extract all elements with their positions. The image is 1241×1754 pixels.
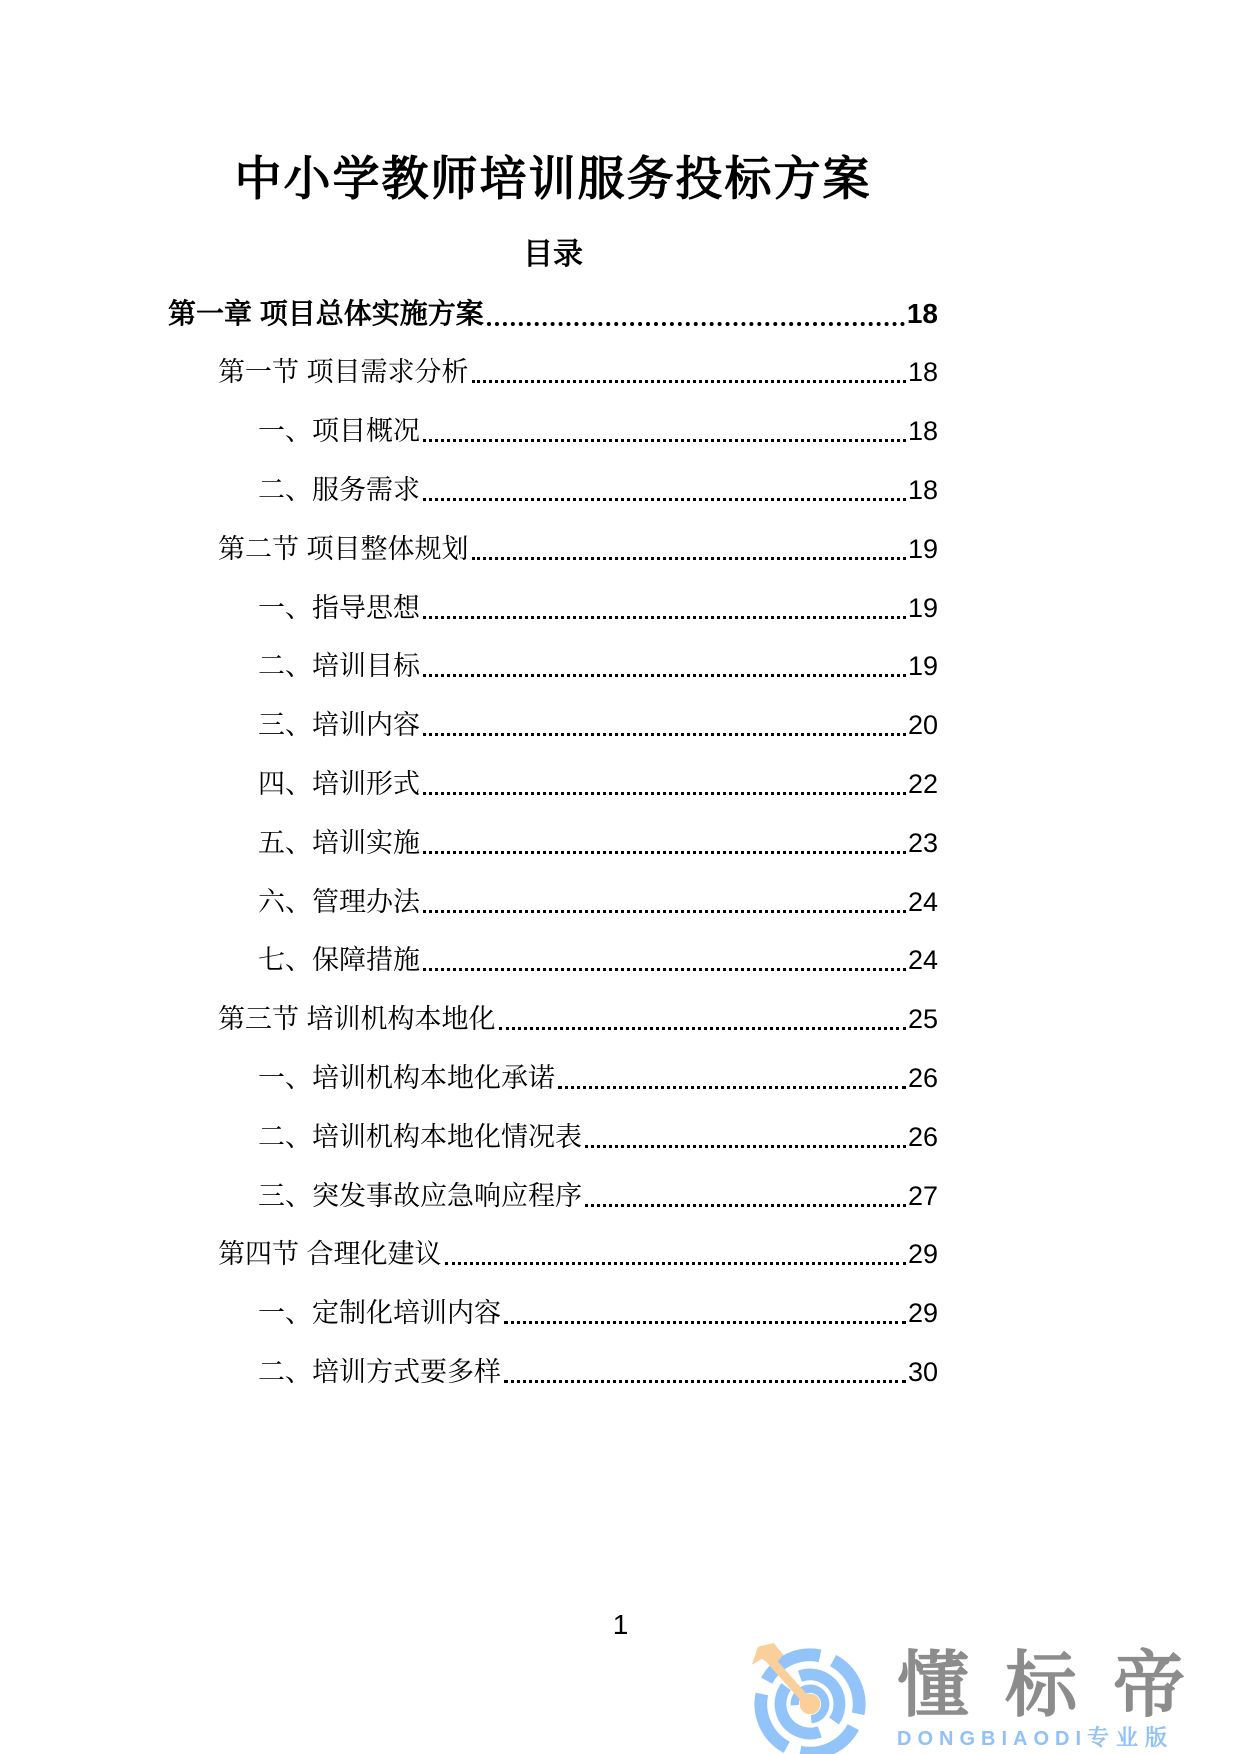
toc-entry-label: 一、指导思想	[258, 592, 420, 623]
toc-entry	[168, 459, 938, 518]
toc-entry	[168, 1165, 938, 1224]
toc-entry-label: 第二节 项目整体规划	[218, 533, 469, 564]
toc-dot-leader	[487, 322, 905, 326]
toc-page-number: 18	[907, 357, 938, 388]
toc-dot-leader	[423, 498, 906, 501]
toc-entry-label: 第四节 合理化建议	[218, 1239, 442, 1270]
toc-dot-leader	[472, 380, 906, 383]
toc-page-number: 19	[907, 533, 938, 564]
toc-entry-label: 二、服务需求	[258, 474, 420, 505]
toc-page-number: 26	[907, 1062, 938, 1093]
watermark-subtitle-latin: DONGBIAODI	[897, 1728, 1087, 1750]
toc-page-number: 23	[907, 827, 938, 858]
toc-entry	[168, 694, 938, 753]
toc-entry-label: 一、培训机构本地化承诺	[258, 1062, 555, 1093]
toc-dot-leader	[423, 733, 906, 736]
toc-entry	[168, 636, 938, 695]
toc-page-number: 20	[907, 710, 938, 741]
toc-dot-leader	[423, 616, 906, 619]
toc-entry	[168, 871, 938, 930]
toc-entry-label: 第三节 培训机构本地化	[218, 1004, 496, 1035]
toc-entry-label: 二、培训方式要多样	[258, 1356, 501, 1387]
toc-page-number: 18	[907, 416, 938, 447]
toc-page-number: 19	[907, 592, 938, 623]
toc-page-number: 25	[907, 1004, 938, 1035]
toc-page-number: 29	[907, 1298, 938, 1329]
toc-entry-label: 三、突发事故应急响应程序	[258, 1180, 582, 1211]
toc-dot-leader	[423, 439, 906, 442]
dongbiaodi-target-arrow-icon	[750, 1643, 868, 1754]
toc-entry	[168, 1282, 938, 1341]
toc-heading: 目录	[523, 237, 583, 271]
toc-entry-label: 一、项目概况	[258, 416, 420, 447]
toc-dot-leader	[558, 1086, 906, 1089]
toc-entry	[168, 753, 938, 812]
toc-page-number: 18	[907, 474, 938, 505]
toc-entry-label: 五、培训实施	[258, 827, 420, 858]
toc-dot-leader	[504, 1321, 906, 1324]
toc-dot-leader	[423, 674, 906, 677]
toc-entry-label: 一、定制化培训内容	[258, 1298, 501, 1329]
toc-entry	[168, 1047, 938, 1106]
toc-page-number: 29	[907, 1239, 938, 1270]
toc-entry	[168, 988, 938, 1047]
toc-entry-label: 七、保障措施	[258, 945, 420, 976]
watermark-subtitle-cn: 专业版	[1087, 1725, 1175, 1750]
footer-page-number: 1	[612, 1609, 629, 1640]
toc-dot-leader	[585, 1204, 906, 1207]
toc-dot-leader	[445, 1262, 906, 1265]
toc-entry	[168, 1341, 938, 1400]
toc-entry-label: 四、培训形式	[258, 768, 420, 799]
watermark-brand-name: 懂标帝	[897, 1646, 1222, 1726]
toc-entry-label: 三、培训内容	[258, 710, 420, 741]
toc-entry	[168, 577, 938, 636]
toc-entry-label: 第一章 项目总体实施方案	[168, 297, 484, 329]
toc-entry-label: 二、培训目标	[258, 651, 420, 682]
toc-dot-leader	[472, 557, 906, 560]
toc-entry	[168, 342, 938, 401]
toc-entry-label: 二、培训机构本地化情况表	[258, 1121, 582, 1152]
toc-page-number: 27	[907, 1180, 938, 1211]
toc-page-number: 30	[907, 1356, 938, 1387]
toc-page-number: 24	[907, 945, 938, 976]
toc-entry	[168, 1224, 938, 1283]
toc-dot-leader	[423, 792, 906, 795]
toc-entry	[168, 518, 938, 577]
toc-dot-leader	[423, 968, 906, 971]
toc-page-number: 18	[906, 297, 938, 329]
toc-page-number: 22	[907, 768, 938, 799]
toc-page-number: 19	[907, 651, 938, 682]
toc-entry	[168, 930, 938, 989]
toc-entry	[168, 1106, 938, 1165]
toc-entry	[168, 283, 938, 342]
toc-dot-leader	[423, 910, 906, 913]
toc-dot-leader	[423, 851, 906, 854]
toc-page-number: 24	[907, 886, 938, 917]
toc-entry	[168, 400, 938, 459]
toc-entry-label: 第一节 项目需求分析	[218, 357, 469, 388]
toc-dot-leader	[585, 1145, 906, 1148]
toc-entry-label: 六、管理办法	[258, 886, 420, 917]
watermark-logo	[897, 1646, 1227, 1750]
document-title: 中小学教师培训服务投标方案	[234, 152, 872, 205]
toc-list	[168, 283, 938, 1400]
watermark-subtitle	[897, 1727, 1227, 1749]
toc-entry	[168, 812, 938, 871]
toc-content	[168, 150, 938, 1400]
toc-page-number: 26	[907, 1121, 938, 1152]
toc-dot-leader	[504, 1380, 906, 1383]
toc-dot-leader	[499, 1027, 906, 1030]
